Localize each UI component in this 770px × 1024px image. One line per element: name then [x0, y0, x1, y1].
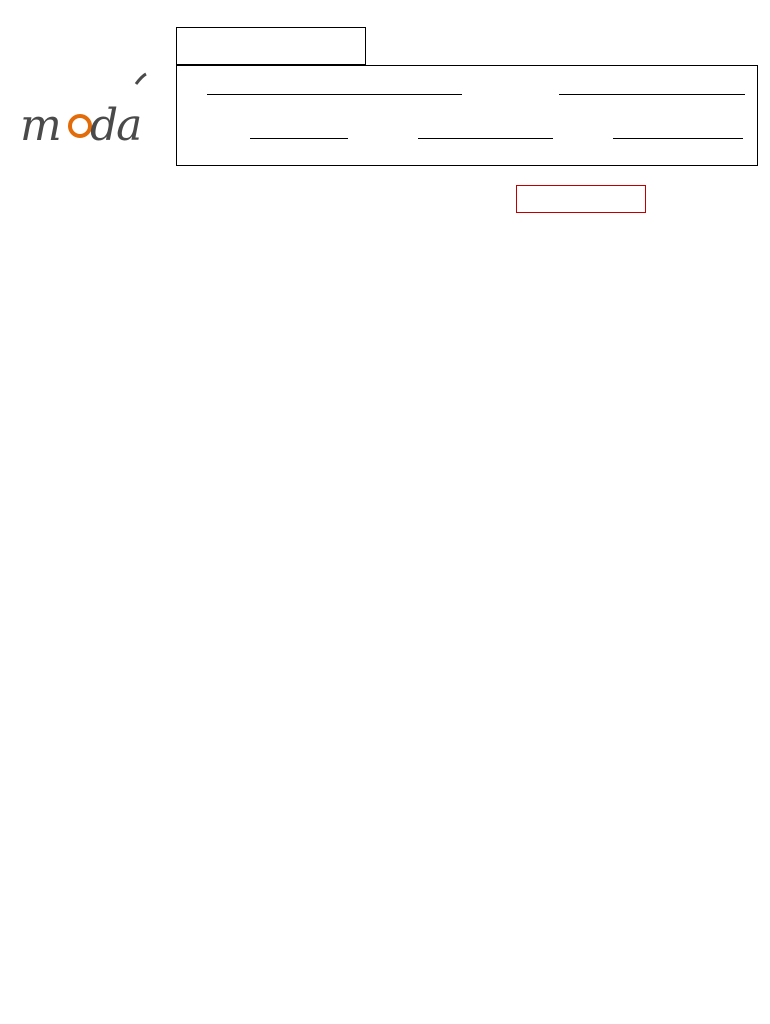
- svg-text:da: da: [90, 100, 141, 151]
- svg-text:m: m: [20, 100, 60, 151]
- side-orders-box: [516, 185, 646, 213]
